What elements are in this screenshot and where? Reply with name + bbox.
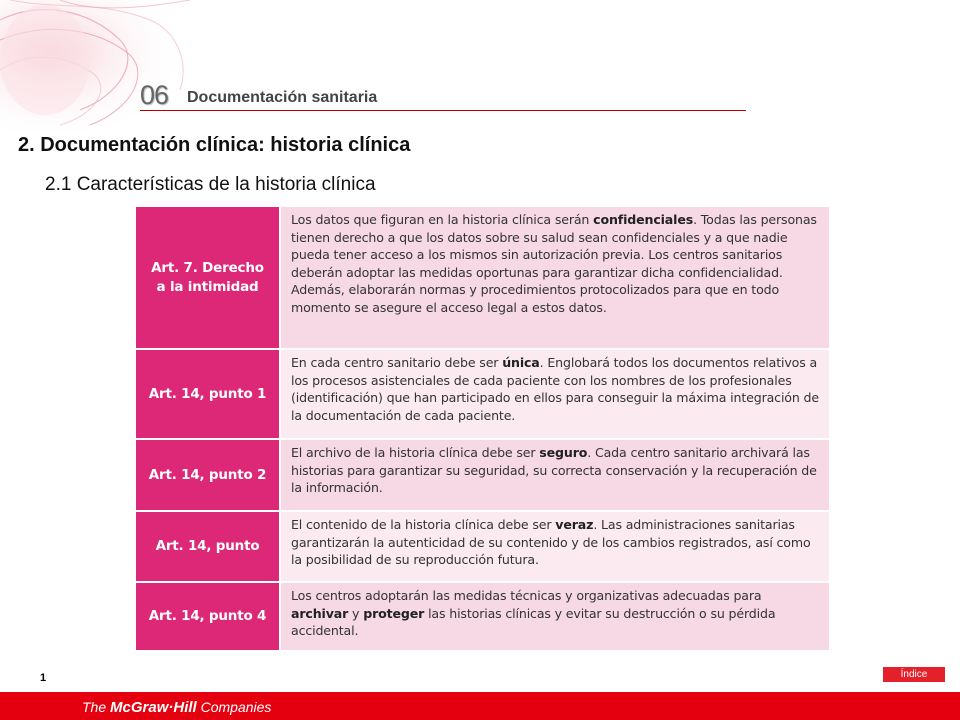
page-number: 1 bbox=[40, 672, 47, 684]
article-label-text bbox=[149, 466, 267, 485]
table-row bbox=[136, 512, 829, 583]
description-text: las historias clínicas y evitar su destrucción o su pérdida accidental. bbox=[291, 605, 776, 638]
article-label-text bbox=[151, 259, 264, 297]
description-text: . Todas las personas tienen derecho a que los datos sobre su salud sean confidenciales y a que nadie pueda tener acceso a los mismos sin autorización previa. Los centros sanitarios deberán adoptar las medidas oportunas para garantizar dicha confidencialidad. Además, elaborarán normas y procedimientos protocolizados para que en todo momento se asegure el acceso legal a estos datos. bbox=[291, 212, 817, 315]
article-label-text bbox=[149, 607, 267, 626]
description-text: El archivo de la historia clínica debe ser bbox=[291, 445, 540, 460]
emphasized-term: archivar bbox=[291, 605, 349, 621]
publisher-logo bbox=[82, 699, 271, 716]
description-text: En cada centro sanitario debe ser bbox=[291, 355, 503, 370]
logo-suffix: Companies bbox=[196, 699, 272, 715]
description-text: . Englobará todos los documentos relativos a los procesos asistenciales de cada paciente con los nombres de los profesionales (identificación) que han participado en ellos para conseguir la máxima integración de la documentación de cada paciente. bbox=[291, 355, 819, 423]
article-label bbox=[136, 207, 281, 348]
article-description bbox=[281, 350, 829, 438]
article-label bbox=[136, 350, 281, 438]
emphasized-term: única bbox=[502, 355, 540, 370]
logo-brand: McGraw·Hill bbox=[110, 699, 197, 716]
article-label-line: Art. 7. Derecho bbox=[151, 259, 264, 276]
description-text: y bbox=[348, 605, 364, 621]
table-row bbox=[136, 207, 829, 350]
emphasized-term: seguro bbox=[539, 445, 588, 460]
article-label bbox=[136, 583, 281, 650]
chapter-number: 06 bbox=[140, 80, 169, 110]
description-text: Los datos que figuran en la historia clínica serán bbox=[291, 212, 594, 227]
table-row bbox=[136, 583, 829, 650]
article-description bbox=[281, 512, 829, 581]
article-label-line: Art. 14, punto 4 bbox=[148, 608, 267, 624]
article-description bbox=[281, 207, 829, 348]
article-description bbox=[281, 440, 829, 510]
table-row bbox=[136, 440, 829, 512]
article-label-line: Art. 14, punto bbox=[155, 538, 260, 554]
article-label-line: a la intimidad bbox=[156, 278, 259, 295]
table-row bbox=[136, 350, 829, 440]
emphasized-term: confidenciales bbox=[593, 212, 694, 227]
chapter-title: Documentación sanitaria bbox=[187, 89, 378, 106]
subsection-title: 2.1 Características de la historia clínica bbox=[45, 174, 376, 195]
emphasized-term: veraz bbox=[555, 517, 594, 532]
article-label-text bbox=[149, 385, 267, 404]
description-text: . Las administraciones sanitarias garantizarán la autenticidad de su contenido y de los cambios registrados, así como la posibilidad de su reproducción futura. bbox=[291, 517, 811, 567]
articles-table bbox=[136, 207, 829, 650]
header-divider bbox=[140, 110, 746, 111]
article-label bbox=[136, 512, 281, 581]
logo-prefix: The bbox=[82, 699, 111, 715]
index-button[interactable]: Índice bbox=[883, 667, 945, 682]
section-title: 2. Documentación clínica: historia clínica bbox=[18, 134, 411, 156]
description-text: Los centros adoptarán las medidas técnicas y organizativas adecuadas para bbox=[291, 588, 762, 603]
description-text: . Cada centro sanitario archivará las historias para garantizar su seguridad, su correcta conservación y la recuperación de la información. bbox=[291, 445, 817, 495]
article-description bbox=[281, 583, 829, 650]
article-label bbox=[136, 440, 281, 510]
article-label-line: Art. 14, punto 1 bbox=[148, 385, 267, 402]
article-label-text bbox=[156, 537, 260, 556]
emphasized-term: proteger bbox=[363, 605, 425, 621]
article-label-line: Art. 14, punto 2 bbox=[148, 466, 267, 483]
description-text: El contenido de la historia clínica debe ser bbox=[291, 517, 556, 532]
